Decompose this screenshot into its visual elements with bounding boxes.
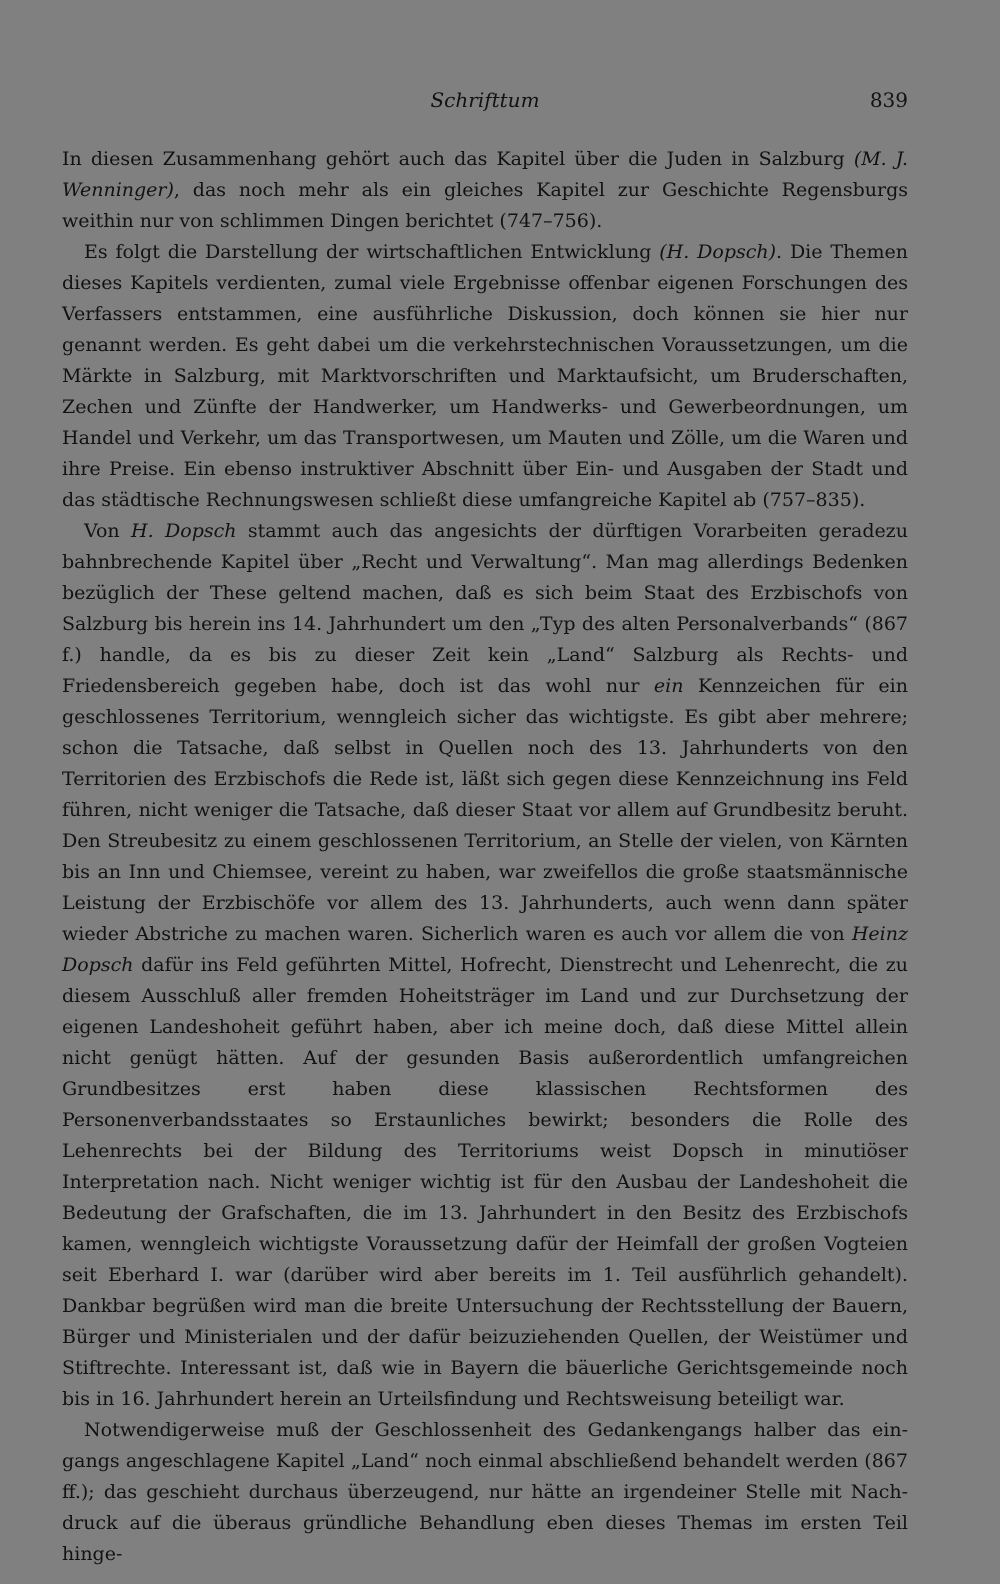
running-title: Schrifttum <box>430 88 540 112</box>
text-run: stammt auch das angesichts der dürftigen Vorarbeiten geradezu bahnbrechende Kapitel über „Recht und Verwaltung“. Man mag allerdings Bedenken bezüglich der These geltend machen, daß es sich beim Staat des Erzbischofs von Salzburg bis herein ins 14. Jahrhundert um den „Typ des alten Personalverbands“ (867 f.) handle, da es bis zu dieser Zeit kein „Land“ Salzburg als Rechts- und Friedensbereich gegeben habe, doch ist das wohl nur <box>62 520 908 697</box>
paragraph <box>62 516 908 1415</box>
text-run: , das noch mehr als ein gleiches Kapitel zur Geschichte Regensburgs weithin nur von schlimmen Dingen berichtet (747–756). <box>62 179 908 232</box>
running-header <box>62 88 908 122</box>
italic-text: H. Dopsch <box>131 520 237 542</box>
italic-text: (H. Dopsch) <box>659 241 777 263</box>
text-run: Es folgt die Darstellung der wirtschaftlichen Entwicklung <box>84 241 660 263</box>
paragraph <box>62 144 908 237</box>
italic-text: ein <box>653 675 684 697</box>
text-run: Kennzeichen für ein geschlossenes Territorium, wenngleich sicher das wichtigste. Es gibt aber mehrere; schon die Tatsache, daß selbst in Quellen noch des 13. Jahrhunderts von den Territorien des Erzbischofs die Rede ist, läßt sich gegen diese Kennzeichnung ins Feld führen, nicht weniger die Tatsache, daß dieser Staat vor allem auf Grundbesitz beruht. Den Streubesitz zu einem geschlossenen Territorium, an Stelle der vielen, von Kärnten bis an Inn und Chiemsee, vereint zu haben, war zweifellos die große staatsmännische Leistung der Erzbischöfe vor allem des 13. Jahrhunderts, auch wenn dann später wieder Abstriche zu machen waren. Sicherlich waren es auch vor allem die von <box>62 675 908 945</box>
text-run: . Die Themen dieses Kapitels verdienten, zumal viele Ergebnisse offenbar eigenen Forschungen des Verfassers entstammen, eine ausführliche Diskussion, doch können sie hier nur genannt werden. Es geht dabei um die verkehrstechnischen Voraussetzungen, um die Märkte in Salzburg, mit Marktvorschriften und Marktaufsicht, um Bruderschaften, Zechen und Zünfte der Handwerker, um Handwerks- und Gewerbeordnungen, um Handel und Verkehr, um das Transportwesen, um Mauten und Zölle, um die Waren und ihre Preise. Ein ebenso instruktiver Abschnitt über Ein- und Ausgaben der Stadt und das städtische Rechnungswesen schließt diese umfangreiche Kapitel ab (757–835). <box>62 241 909 511</box>
text-run: In diesen Zusammenhang gehört auch das Kapitel über die Juden in Salzburg <box>62 148 854 170</box>
body-text <box>62 144 908 1570</box>
text-run: Von <box>84 520 132 542</box>
page-number: 839 <box>869 88 908 112</box>
paragraph <box>62 237 908 516</box>
italic-text: Heinz Dopsch <box>62 923 908 976</box>
text-run: Notwendigerweise muß der Geschlossenheit des Gedankengangs halber das eingangs angeschlagene Kapitel „Land“ noch einmal abschließend behandelt werden (867 ff.); das geschieht durchaus überzeugend, nur hätte an irgendeiner Stelle mit Nachdruck auf die überaus gründliche Behandlung eben dieses Themas im ersten Teil hinge- <box>62 1419 908 1565</box>
text-run: dafür ins Feld geführten Mittel, Hofrecht, Dienstrecht und Lehenrecht, die zu diesem Ausschluß aller fremden Hoheitsträger im Land und zur Durchsetzung der eigenen Landeshoheit geführt haben, aber ich meine doch, daß diese Mittel allein nicht genügt hätten. Auf der gesunden Basis außerordentlich umfangreichen Grundbesitzes erst haben diese klassischen Rechtsformen des Personenverbandsstaates so Erstaunliches bewirkt; besonders die Rolle des Lehenrechts bei der Bildung des Territoriums weist Dopsch in minutiöser Interpretation nach. Nicht weniger wichtig ist für den Ausbau der Landeshoheit die Bedeutung der Grafschaften, die im 13. Jahrhundert in den Besitz des Erzbischofs kamen, wenngleich wichtigste Voraussetzung dafür der Heimfall der großen Vogteien seit Eberhard I. war (darüber wird aber bereits im 1. Teil ausführlich gehandelt). Dankbar begrüßen wird man die breite Untersuchung der Rechtsstellung der Bauern, Bürger und Ministerialen und der dafür beizuziehenden Quellen, der Weistümer und Stiftrechte. Interessant ist, daß wie in Bayern die bäuerliche Gerichtsgemeinde noch bis in 16. Jahrhundert herein an Urteilsfindung und Rechtsweisung beteiligt war. <box>62 954 908 1410</box>
italic-text: (M. J. Wenninger) <box>62 148 908 201</box>
paragraph <box>62 1415 908 1570</box>
document-page <box>62 88 908 1570</box>
